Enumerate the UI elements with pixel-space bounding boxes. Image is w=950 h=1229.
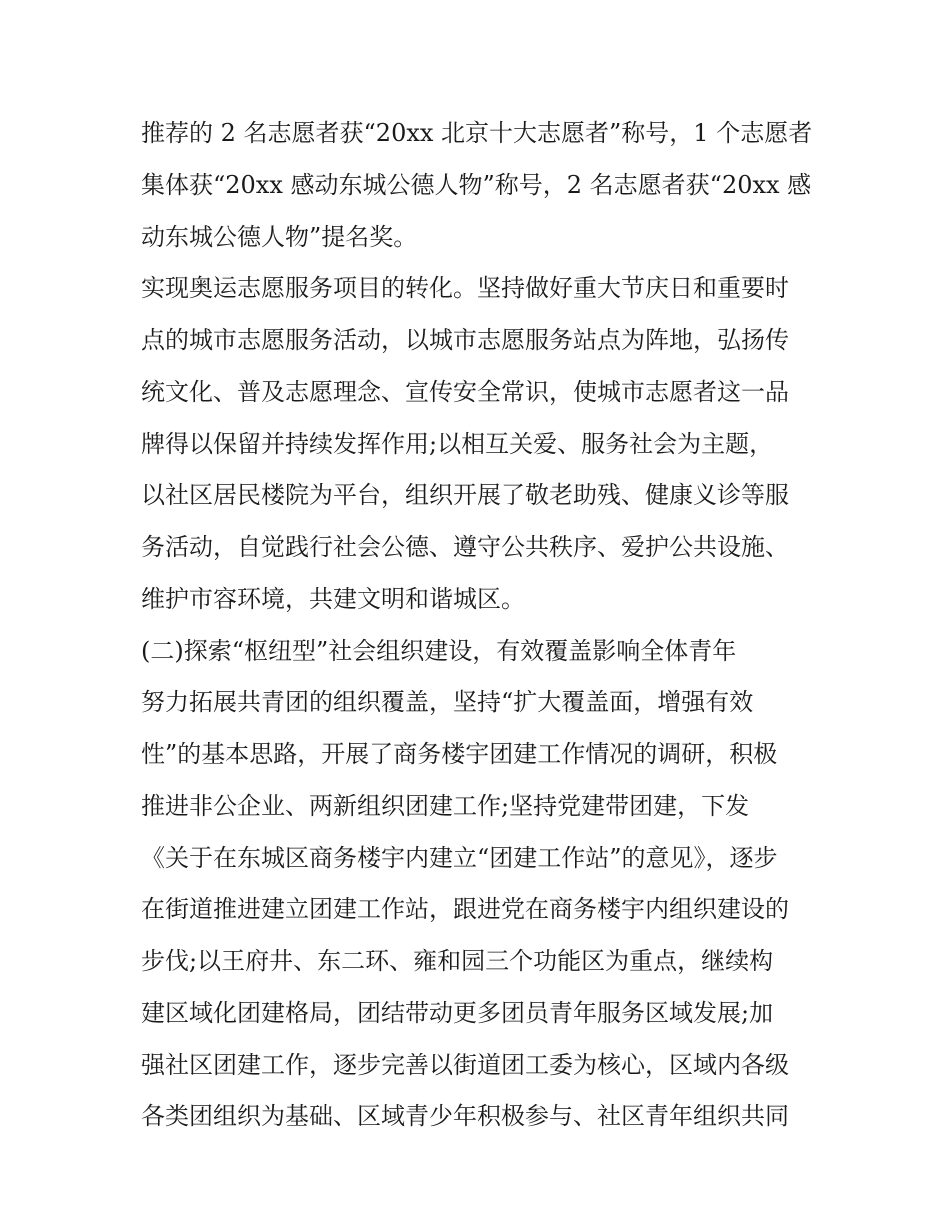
text-line: 推荐的 2 名志愿者获“20xx 北京十大志愿者”称号，1 个志愿者 — [141, 119, 813, 147]
text-line: 努力拓展共青团的组织覆盖，坚持“扩大覆盖面，增强有效 — [141, 688, 754, 717]
document-body — [141, 108, 831, 1143]
text-line: 在街道推进建立团建工作站，跟进党在商务楼宇内组织建设的 — [141, 895, 789, 924]
text-line: 务活动，自觉践行社会公德、遵守公共秩序、爱护公共设施、 — [141, 533, 789, 561]
text-line: 建区域化团建格局，团结带动更多团员青年服务区域发展;加 — [141, 998, 774, 1027]
text-line: 集体获“20xx 感动东城公德人物”称号，2 名志愿者获“20xx 感 — [141, 170, 812, 199]
text-line: 维护市容环境，共建文明和谐城区。 — [141, 584, 525, 613]
text-line: 《关于在东城区商务楼宇内建立“团建工作站”的意见》，逐步 — [141, 843, 778, 872]
text-line: 动东城公德人物”提名奖。 — [141, 222, 418, 251]
text-line: 实现奥运志愿服务项目的转化。坚持做好重大节庆日和重要时 — [141, 274, 789, 303]
text-line: 牌得以保留并持续发挥作用;以相互关爱、服务社会为主题， — [141, 429, 774, 458]
text-line: 性”的基本思路，开展了商务楼宇团建工作情况的调研，积极 — [141, 740, 778, 768]
text-line: 以社区居民楼院为平台，组织开展了敬老助残、健康义诊等服 — [141, 481, 789, 510]
text-line: 统文化、普及志愿理念、宣传安全常识，使城市志愿者这一品 — [141, 377, 789, 406]
text-line: 各类团组织为基础、区域青少年积极参与、社区青年组织共同 — [141, 1102, 789, 1131]
section-heading: (二)探索“枢纽型”社会组织建设，有效覆盖影响全体青年 — [141, 636, 737, 665]
text-line: 点的城市志愿服务活动，以城市志愿服务站点为阵地，弘扬传 — [141, 326, 789, 354]
text-line: 推进非公企业、两新组织团建工作;坚持党建带团建，下发 — [141, 791, 750, 820]
text-line: 强社区团建工作，逐步完善以街道团工委为核心，区域内各级 — [141, 1050, 789, 1079]
text-line: 步伐;以王府井、东二环、雍和园三个功能区为重点，继续构 — [141, 947, 774, 975]
